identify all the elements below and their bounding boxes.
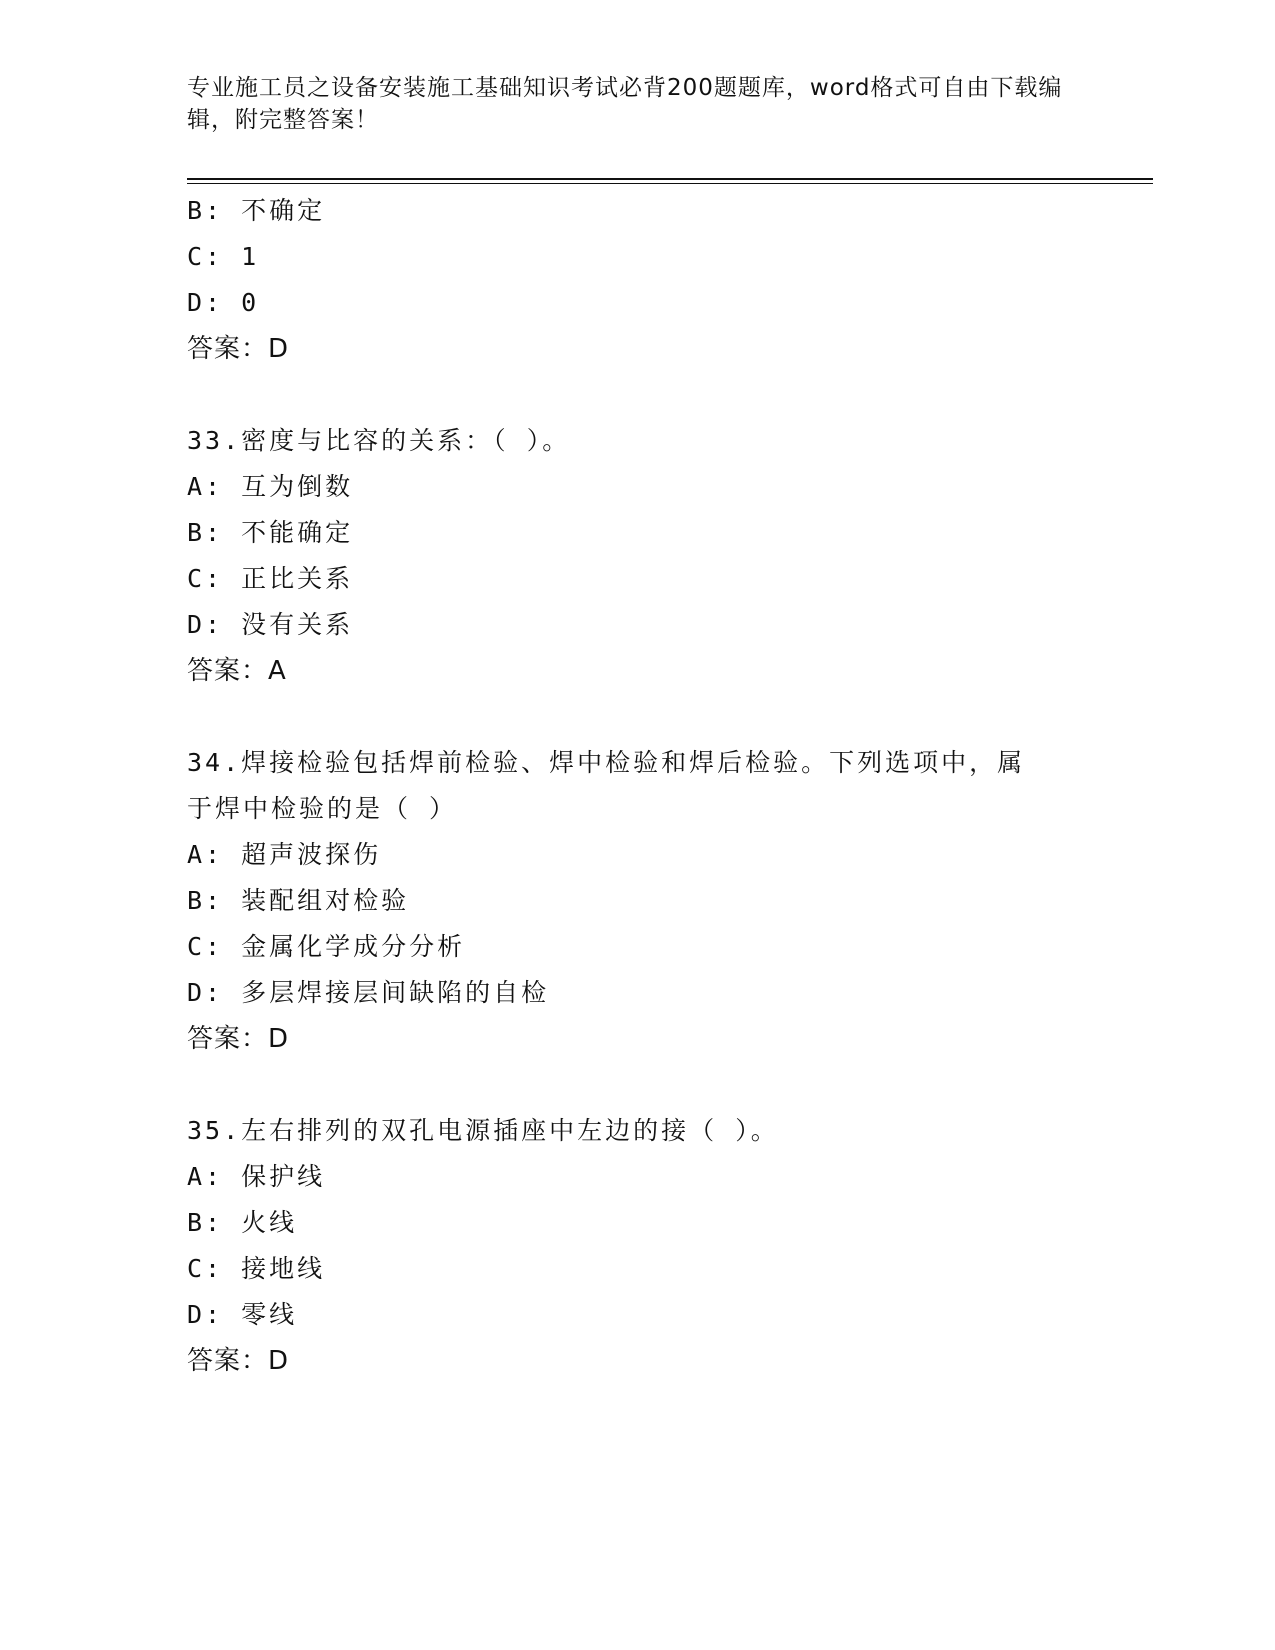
option-d: D: 0 — [187, 288, 260, 317]
option-b: B: 火线 — [187, 1208, 298, 1237]
answer-line: 答案：A — [187, 656, 287, 686]
option-c: C: 接地线 — [187, 1254, 326, 1283]
prev-question-block — [187, 188, 1087, 372]
question-stem: 34.焊接检验包括焊前检验、焊中检验和焊后检验。下列选项中，属于焊中检验的是（ ） — [187, 748, 1026, 823]
option-b: B: 不能确定 — [187, 518, 354, 547]
question-35 — [187, 1108, 1087, 1384]
spacer — [187, 372, 1087, 418]
option-d: D: 没有关系 — [187, 610, 354, 639]
option-c: C: 正比关系 — [187, 564, 354, 593]
header-rule-thin — [187, 183, 1153, 184]
spacer — [187, 1062, 1087, 1108]
question-stem: 33.密度与比容的关系：（ ）。 — [187, 426, 571, 455]
option-c: C: 金属化学成分分析 — [187, 932, 466, 961]
option-b: B: 装配组对检验 — [187, 886, 410, 915]
document-header: 专业施工员之设备安装施工基础知识考试必背200题题库，word格式可自由下载编辑，附完整答案！ — [187, 75, 1063, 133]
option-c: C: 1 — [187, 242, 260, 271]
option-a: A: 互为倒数 — [187, 472, 354, 501]
option-d: D: 零线 — [187, 1300, 298, 1329]
option-a: A: 保护线 — [187, 1162, 326, 1191]
answer-line: 答案：D — [187, 1346, 290, 1376]
option-b: B: 不确定 — [187, 196, 326, 225]
question-33 — [187, 418, 1087, 694]
option-a: A: 超声波探伤 — [187, 840, 382, 869]
question-34 — [187, 740, 1087, 1062]
question-content — [187, 188, 1087, 1384]
spacer — [187, 694, 1087, 740]
answer-line: 答案：D — [187, 334, 290, 364]
option-d: D: 多层焊接层间缺陷的自检 — [187, 978, 550, 1007]
header-rule-thick — [187, 178, 1153, 180]
answer-line: 答案：D — [187, 1024, 290, 1054]
question-stem: 35.左右排列的双孔电源插座中左边的接（ ）。 — [187, 1116, 779, 1145]
